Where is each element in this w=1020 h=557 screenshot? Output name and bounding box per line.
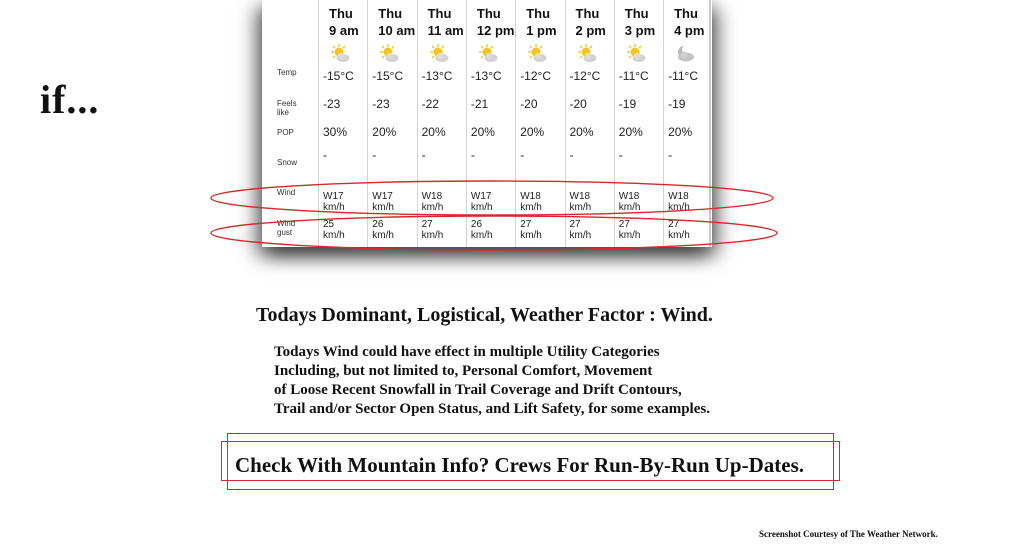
sun-cloud-icon xyxy=(526,43,548,65)
headline: Todays Dominant, Logistical, Weather Factor : Wind. xyxy=(256,304,713,326)
label-temp: Temp xyxy=(277,68,297,77)
column-pop: 30% xyxy=(323,125,348,139)
column-hour: 1 pm xyxy=(526,23,557,38)
row-labels xyxy=(262,0,318,247)
forecast-column xyxy=(515,0,565,247)
column-gust: 27 xyxy=(618,219,630,230)
column-gust-unit: km/h xyxy=(470,230,493,241)
card-right-border xyxy=(709,0,711,247)
call-to-action: Check With Mountain Info? Crews For Run-By-Run Up-Dates. xyxy=(235,453,805,477)
column-pop: 20% xyxy=(569,125,594,139)
column-day: Thu xyxy=(624,6,649,21)
column-temp: -15°C xyxy=(323,69,354,83)
column-snow: - xyxy=(520,148,525,162)
column-gust: 25 xyxy=(323,219,335,230)
column-feels-like: -22 xyxy=(421,97,439,111)
column-pop: 20% xyxy=(520,125,545,139)
column-snow: - xyxy=(323,148,327,162)
column-wind: W18 xyxy=(569,191,591,202)
column-wind-unit: km/h xyxy=(323,202,345,213)
forecast-column xyxy=(614,0,664,247)
column-temp: -15°C xyxy=(372,69,404,83)
column-pop: 20% xyxy=(618,125,643,139)
label-feels-1: Feels xyxy=(277,99,297,108)
forecast-column xyxy=(565,0,615,247)
column-day: Thu xyxy=(526,6,551,21)
column-gust: 26 xyxy=(470,219,483,230)
column-feels-like: -23 xyxy=(323,97,341,111)
column-gust-unit: km/h xyxy=(668,230,690,241)
column-wind: W17 xyxy=(372,191,393,202)
column-wind: W17 xyxy=(323,191,344,202)
column-wind: W17 xyxy=(470,191,492,202)
forecast-column xyxy=(367,0,417,247)
sun-cloud-icon xyxy=(576,43,598,65)
sun-cloud-icon xyxy=(428,43,450,65)
column-pop: 20% xyxy=(372,125,397,139)
column-day: Thu xyxy=(329,6,353,21)
column-feels-like: -19 xyxy=(668,97,686,111)
sun-cloud-icon xyxy=(477,43,499,65)
column-snow: - xyxy=(470,148,475,162)
column-feels-like: -19 xyxy=(618,97,637,111)
label-gust-1: Wind xyxy=(277,219,296,228)
column-wind-unit: km/h xyxy=(569,202,592,213)
column-day: Thu xyxy=(378,6,403,21)
forecast-column xyxy=(417,0,467,247)
side-title: if... xyxy=(40,77,100,122)
column-day: Thu xyxy=(427,6,452,21)
column-temp: -12°C xyxy=(569,69,601,83)
column-snow: - xyxy=(372,148,377,162)
column-gust: 27 xyxy=(421,219,433,230)
column-pop: 20% xyxy=(668,125,693,139)
column-gust: 27 xyxy=(520,219,532,230)
column-wind: W18 xyxy=(520,191,541,202)
column-wind-unit: km/h xyxy=(372,202,394,213)
column-wind-unit: km/h xyxy=(470,202,493,213)
column-day: Thu xyxy=(674,6,698,21)
column-gust-unit: km/h xyxy=(323,230,345,241)
column-feels-like: -23 xyxy=(372,97,390,111)
column-snow: - xyxy=(618,148,623,162)
body-line-2: Including, but not limited to, Personal Comfort, Movement xyxy=(274,363,653,379)
column-hour: 12 pm xyxy=(476,23,515,38)
forecast-column xyxy=(663,0,712,247)
column-day: Thu xyxy=(575,6,600,21)
column-snow: - xyxy=(569,148,574,162)
column-pop: 20% xyxy=(470,125,495,139)
column-temp: -12°C xyxy=(520,69,551,83)
label-wind: Wind xyxy=(277,188,296,197)
column-hour: 4 pm xyxy=(674,23,705,38)
column-wind: W18 xyxy=(618,191,640,202)
column-gust-unit: km/h xyxy=(372,230,394,241)
label-pop: POP xyxy=(277,128,294,137)
body-line-4: Trail and/or Sector Open Status, and Lift Safety, for some examples. xyxy=(274,401,710,417)
forecast-column xyxy=(318,0,368,247)
column-gust: 27 xyxy=(569,219,581,230)
sun-cloud-icon xyxy=(625,43,647,65)
column-feels-like: -20 xyxy=(569,97,587,111)
sun-cloud-icon xyxy=(378,43,400,65)
column-temp: -11°C xyxy=(668,69,699,83)
column-snow: - xyxy=(421,148,426,162)
column-wind-unit: km/h xyxy=(421,202,444,213)
label-gust-2: gust xyxy=(277,228,293,237)
column-pop: 20% xyxy=(421,125,446,139)
column-gust: 26 xyxy=(372,219,384,230)
column-wind-unit: km/h xyxy=(668,202,690,213)
column-wind-unit: km/h xyxy=(618,202,641,213)
column-hour: 9 am xyxy=(329,23,359,38)
column-wind-unit: km/h xyxy=(520,202,542,213)
column-snow: - xyxy=(668,148,673,162)
column-hour: 11 am xyxy=(427,23,464,38)
column-temp: -11°C xyxy=(618,69,649,83)
column-hour: 3 pm xyxy=(624,23,656,38)
label-feels-2: like xyxy=(277,108,290,117)
column-gust-unit: km/h xyxy=(421,230,444,241)
column-wind: W18 xyxy=(668,191,689,202)
sun-cloud-icon xyxy=(329,43,351,65)
column-temp: -13°C xyxy=(470,69,502,83)
credit-line: Screenshot Courtesy of The Weather Network. xyxy=(759,529,938,539)
column-wind: W18 xyxy=(421,191,443,202)
label-snow: Snow xyxy=(277,158,298,167)
column-hour: 10 am xyxy=(378,23,416,38)
column-gust-unit: km/h xyxy=(618,230,641,241)
column-gust: 27 xyxy=(668,219,680,230)
body-line-3: of Loose Recent Snowfall in Trail Coverage and Drift Contours, xyxy=(274,382,682,398)
column-day: Thu xyxy=(476,6,501,21)
moon-cloud-icon xyxy=(674,43,696,65)
column-feels-like: -20 xyxy=(520,97,538,111)
column-hour: 2 pm xyxy=(575,23,606,38)
hourly-forecast-card xyxy=(262,0,712,247)
body-line-1: Todays Wind could have effect in multiple Utility Categories xyxy=(274,344,660,360)
column-gust-unit: km/h xyxy=(520,230,542,241)
column-temp: -13°C xyxy=(421,69,453,83)
forecast-column xyxy=(466,0,516,247)
column-gust-unit: km/h xyxy=(569,230,592,241)
column-feels-like: -21 xyxy=(470,97,489,111)
